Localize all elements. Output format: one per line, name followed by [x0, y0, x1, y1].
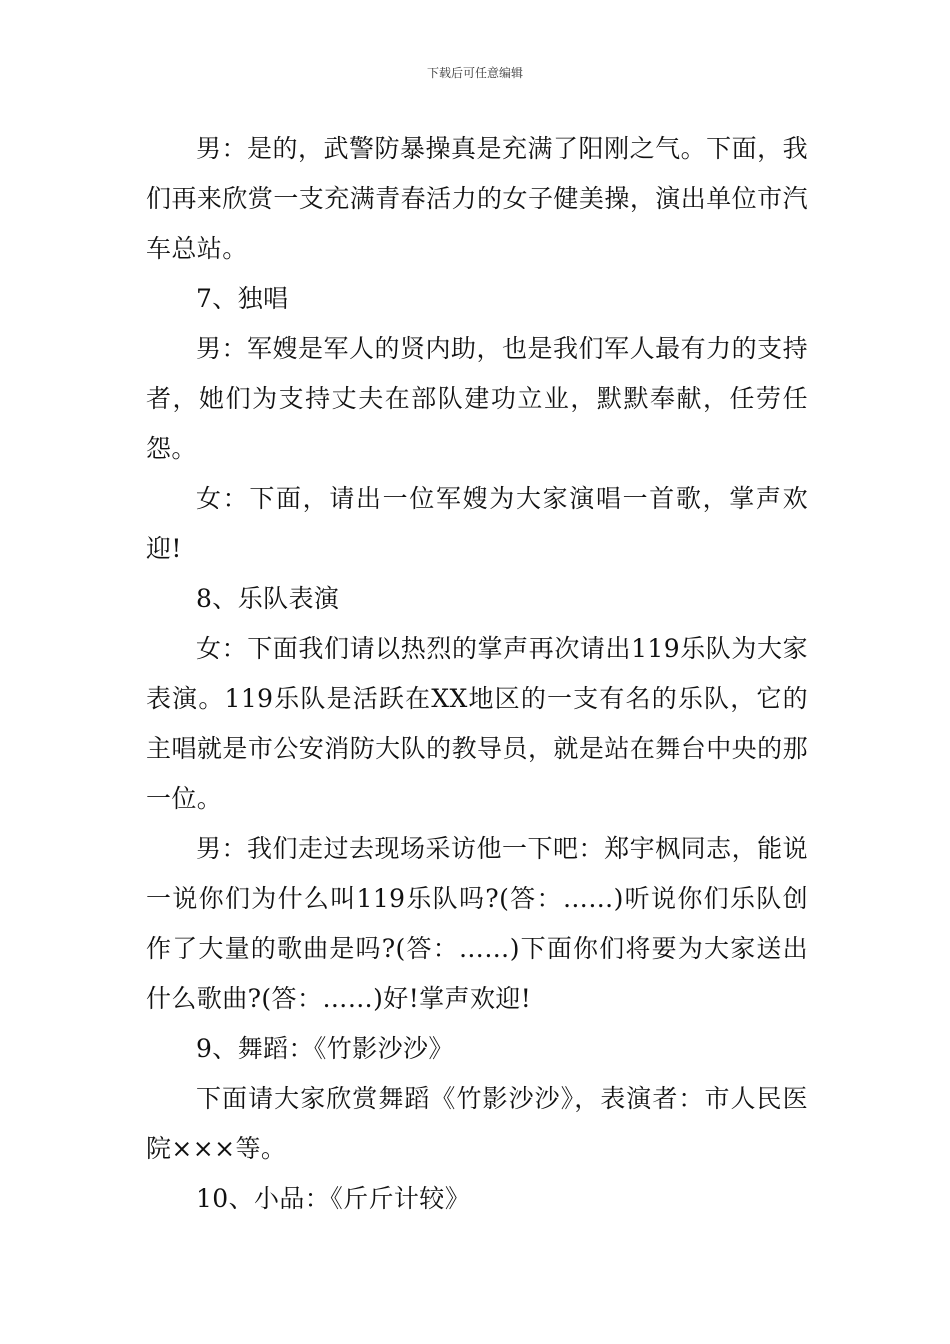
section-heading-9: 9、舞蹈：《竹影沙沙》 [196, 1034, 454, 1063]
page-header: 下载后可任意编辑 [426, 66, 523, 80]
paragraph-dialogue-male-2: 男：军嫂是军人的贤内助，也是我们军人最有力的支持者，她们为支持丈夫在部队建功立业，默默奉献，任劳任怨。 [146, 334, 808, 463]
paragraph-dialogue-male-3: 男：我们走过去现场采访他一下吧：郑宇枫同志，能说一说你们为什么叫119乐队吗?(答：……)听说你们乐队创作了大量的歌曲是吗?(答：……)下面你们将要为大家送出什么歌曲?(答：……)好!掌声欢迎! [146, 834, 808, 1013]
section-heading-10: 10、小品：《斤斤计较》 [196, 1184, 471, 1213]
section-heading-8: 8、乐队表演 [196, 584, 340, 613]
paragraph-dialogue-male-1: 男：是的，武警防暴操真是充满了阳刚之气。下面，我们再来欣赏一支充满青春活力的女子健美操，演出单位市汽车总站。 [146, 134, 808, 263]
paragraph-dialogue-female-1: 女：下面，请出一位军嫂为大家演唱一首歌，掌声欢迎! [146, 484, 808, 563]
paragraph-dialogue-female-2: 女：下面我们请以热烈的掌声再次请出119乐队为大家表演。119乐队是活跃在XX地区的一支有名的乐队，它的主唱就是市公安消防大队的教导员，就是站在舞台中央的那一位。 [146, 634, 808, 813]
document-body [146, 124, 808, 1224]
paragraph-introduction: 下面请大家欣赏舞蹈《竹影沙沙》，表演者：市人民医院×××等。 [146, 1084, 808, 1163]
section-heading-7: 7、独唱 [196, 284, 289, 313]
